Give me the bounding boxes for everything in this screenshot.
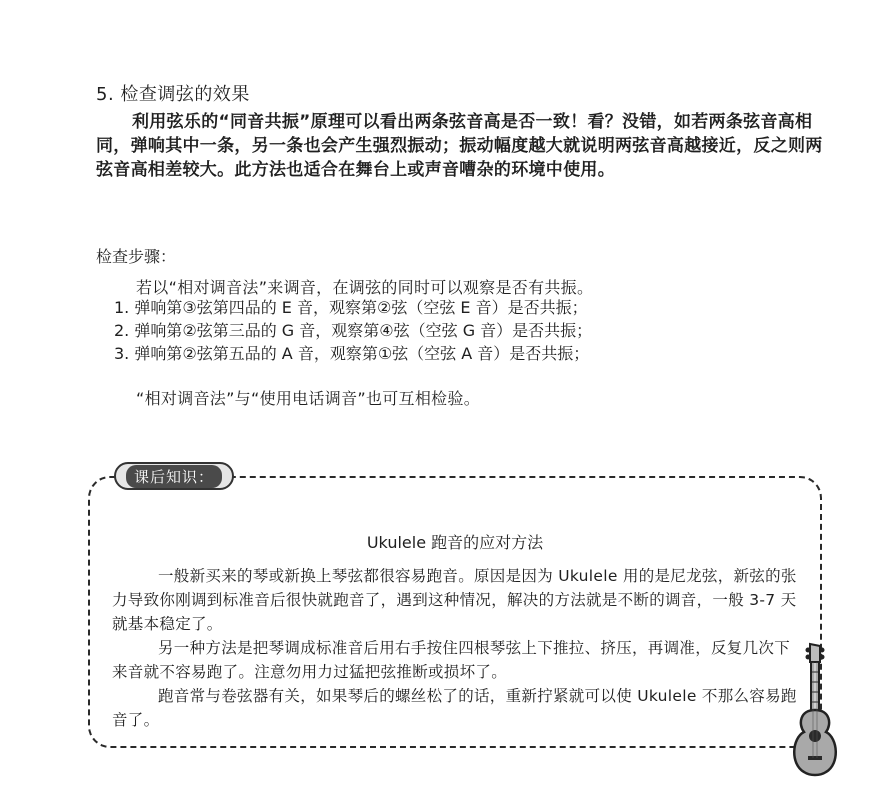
section-paragraph: 利用弦乐的“同音共振”原理可以看出两条弦音高是否一致！看？没错，如若两条弦音高相同，弹响其中一条，另一条也会产生强烈振动；振动幅度越大就说明两弦音高越接近，反之则两弦音高相差较大。此方法也适合在舞台上或声音嘈杂的环境中使用。 <box>96 112 823 180</box>
knowledge-box-body <box>112 564 802 732</box>
steps-note: “相对调音法”与“使用电话调音”也可互相检验。 <box>136 389 481 408</box>
knowledge-box-tag-label: 课后知识： <box>126 465 222 488</box>
steps-intro: 若以“相对调音法”来调音，在调弦的同时可以观察是否有共振。 <box>136 278 594 297</box>
steps-list <box>114 296 592 365</box>
steps-title: 检查步骤： <box>96 247 177 266</box>
ukulele-icon <box>776 640 846 780</box>
step-item-2: 2. 弹响第②弦第三品的 G 音，观察第④弦（空弦 G 音）是否共振； <box>114 321 593 340</box>
section-title: 5. 检查调弦的效果 <box>96 84 250 105</box>
knowledge-paragraph-1: 一般新买来的琴或新换上琴弦都很容易跑音。原因是因为 Ukulele 用的是尼龙弦，新弦的张力导致你刚调到标准音后很快就跑音了，遇到这种情况，解决的方法就是不断的调音，一般 3-7 天就基本稳定了。 <box>112 567 797 633</box>
knowledge-paragraph-2: 另一种方法是把琴调成标准音后用右手按住四根琴弦上下推拉、挤压，再调准，反复几次下来音就不容易跑了。注意勿用力过猛把弦推断或损坏了。 <box>112 639 791 681</box>
knowledge-box-title: Ukulele 跑音的应对方法 <box>366 533 544 552</box>
knowledge-box-tag <box>114 462 234 490</box>
knowledge-paragraph-3: 跑音常与卷弦器有关，如果琴后的螺丝松了的话，重新拧紧就可以使 Ukulele 不那么容易跑音了。 <box>112 687 797 729</box>
step-item-1: 1. 弹响第③弦第四品的 E 音，观察第②弦（空弦 E 音）是否共振； <box>114 298 588 317</box>
step-item-3: 3. 弹响第②弦第五品的 A 音，观察第①弦（空弦 A 音）是否共振； <box>114 344 590 363</box>
